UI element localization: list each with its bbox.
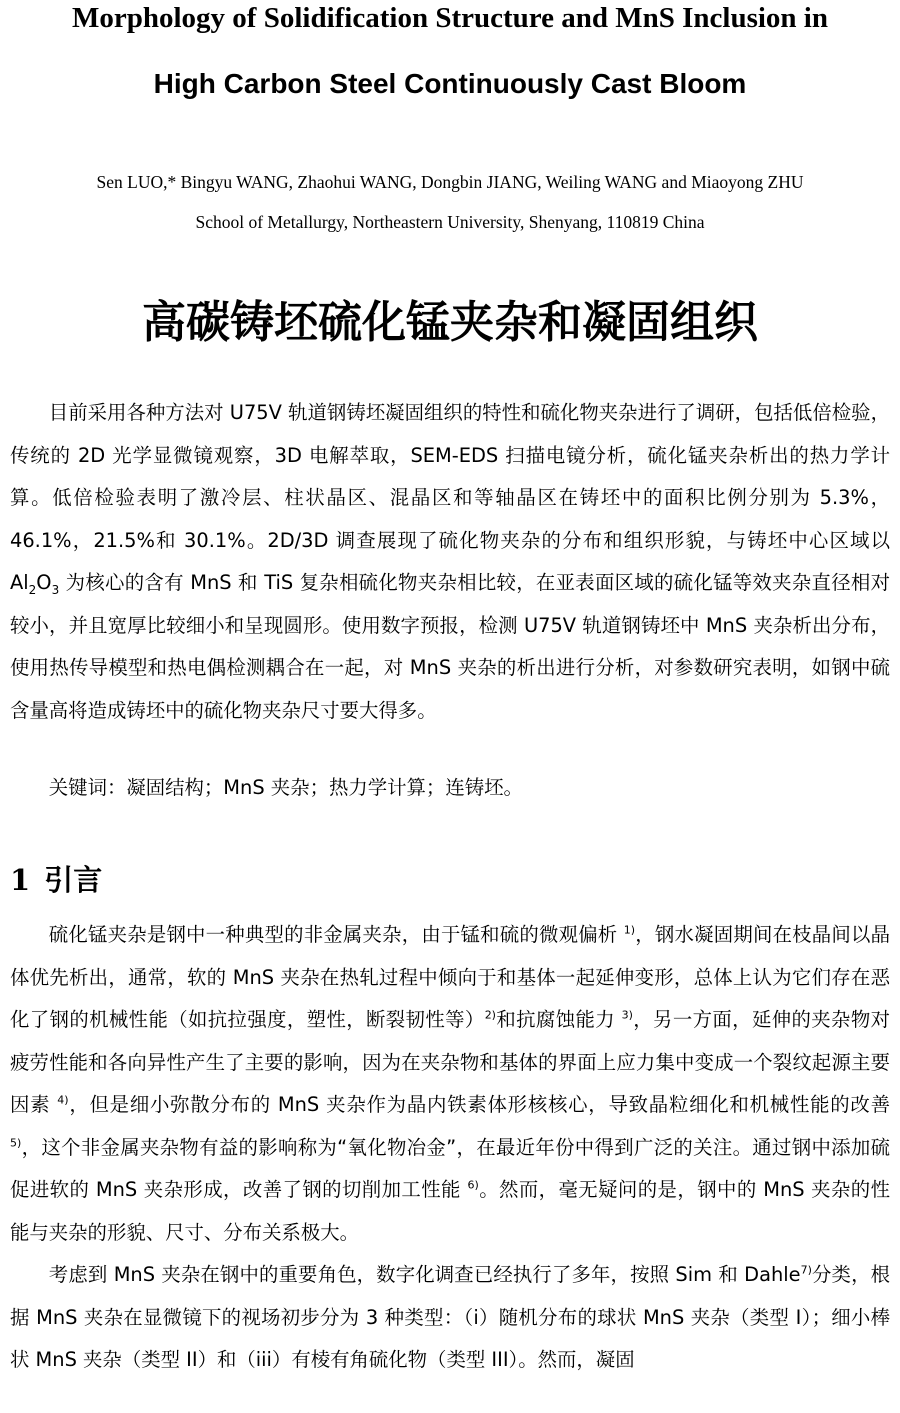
subscript: 3 — [51, 582, 60, 597]
subscript: 2 — [28, 582, 37, 597]
intro-paragraph-1 — [10, 914, 890, 1254]
abstract-text-part: 为核心的含有 MnS 和 TiS 复杂相硫化物夹杂相比较，在亚表面区域的硫化锰等效夹杂直径相对较小，并且宽厚比较细小和呈现圆形。使用数字预报，检测 U75V 轨道钢铸坯中 MnS 夹杂析出分布，使用热传导模型和热电偶检测耦合在一起，对 MnS 夹杂的析出进行分析，对参数研究表明，如钢中硫含量高将造成铸坯中的硫化物夹杂尺寸要大得多。 — [10, 571, 890, 722]
text-run: ，另一方面，延伸的夹杂物对疲劳性能和各向异性产生了主要的影响，因为在夹杂物和基体的界面上应力集中变成一个裂纹起源主要因素 — [10, 1008, 891, 1116]
citation-ref: 7) — [800, 1263, 812, 1277]
text-run: 硫化锰夹杂是钢中一种典型的非金属夹杂，由于锰和硫的微观偏析 — [48, 923, 624, 946]
citation-ref: 4) — [57, 1093, 69, 1107]
intro-paragraph-2 — [10, 1254, 890, 1382]
affiliation: School of Metallurgy, Northeastern University, Shenyang, 110819 China — [195, 212, 705, 232]
text-run: 和抗腐蚀能力 — [495, 1008, 622, 1031]
citation-ref: 2) — [484, 1008, 496, 1022]
keywords: 关键词：凝固结构；MnS 夹杂；热力学计算；连铸坯。 — [48, 776, 523, 799]
text-run: 。然而，毫无疑问的是，钢中的 MnS 夹杂的性能与夹杂的形貌、尺寸、分布关系极大。 — [10, 1178, 890, 1244]
text-run: 考虑到 MnS 夹杂在钢中的重要角色，数字化调查已经执行了多年，按照 Sim 和 Dahle — [48, 1263, 801, 1286]
abstract — [10, 392, 890, 732]
text-run: ，这个非金属夹杂物有益的影响称为“氧化物冶金”，在最近年份中得到广泛的关注。通过钢中添加硫促进软的 MnS 夹杂形成，改善了钢的切削加工性能 — [10, 1135, 890, 1201]
author-list: Sen LUO,* Bingyu WANG, Zhaohui WANG, Dongbin JIANG, Weiling WANG and Miaoyong ZHU — [96, 172, 804, 192]
citation-ref: 6) — [467, 1178, 479, 1192]
section-heading — [10, 858, 102, 899]
english-title-line-1: Morphology of Solidification Structure and MnS Inclusion in — [72, 2, 828, 34]
text-run: 分类，根据 MnS 夹杂在显微镜下的视场初步分为 3 种类型：（i）随机分布的球状 MnS 夹杂（类型 I）；细小棒状 MnS 夹杂（类型 II）和（iii）有棱有角硫化物（类型 III）。然而，凝固 — [10, 1263, 890, 1371]
chinese-title: 高碳铸坯硫化锰夹杂和凝固组织 — [142, 297, 758, 348]
section-title: 引言 — [44, 863, 103, 897]
abstract-text-part: 目前采用各种方法对 U75V 轨道钢铸坯凝固组织的特性和硫化物夹杂进行了调研，包括低倍检验，传统的 2D 光学显微镜观察，3D 电解萃取，SEM-EDS 扫描电镜分析，硫化锰夹杂析出的热力学计算。低倍检验表明了激冷层、柱状晶区、混晶区和等轴晶区在铸坯中的面积比例分别为 5.3%，46.1%，21.5%和 30.1%。2D/3D 调查展现了硫化物夹杂的分布和组织形貌，与铸坯中心区域以 Al — [10, 401, 890, 594]
citation-ref: 3) — [621, 1008, 633, 1022]
abstract-text-part: O — [36, 571, 52, 594]
section-number: 1 — [10, 863, 31, 897]
text-run: ，钢水凝固期间在枝晶间以晶体优先析出，通常，软的 MnS 夹杂在热轧过程中倾向于和基体一起延伸变形，总体上认为它们存在恶化了钢的机械性能（如抗拉强度，塑性，断裂韧性等） — [10, 923, 890, 1031]
citation-ref: 5) — [10, 1136, 22, 1150]
english-title-line-2: High Carbon Steel Continuously Cast Bloom — [153, 68, 747, 99]
introduction-body — [10, 914, 890, 1382]
text-run: ，但是细小弥散分布的 MnS 夹杂作为晶内铁素体形核核心，导致晶粒细化和机械性能的改善 — [68, 1093, 890, 1116]
citation-ref: 1) — [623, 923, 636, 937]
abstract-paragraph — [10, 392, 890, 732]
